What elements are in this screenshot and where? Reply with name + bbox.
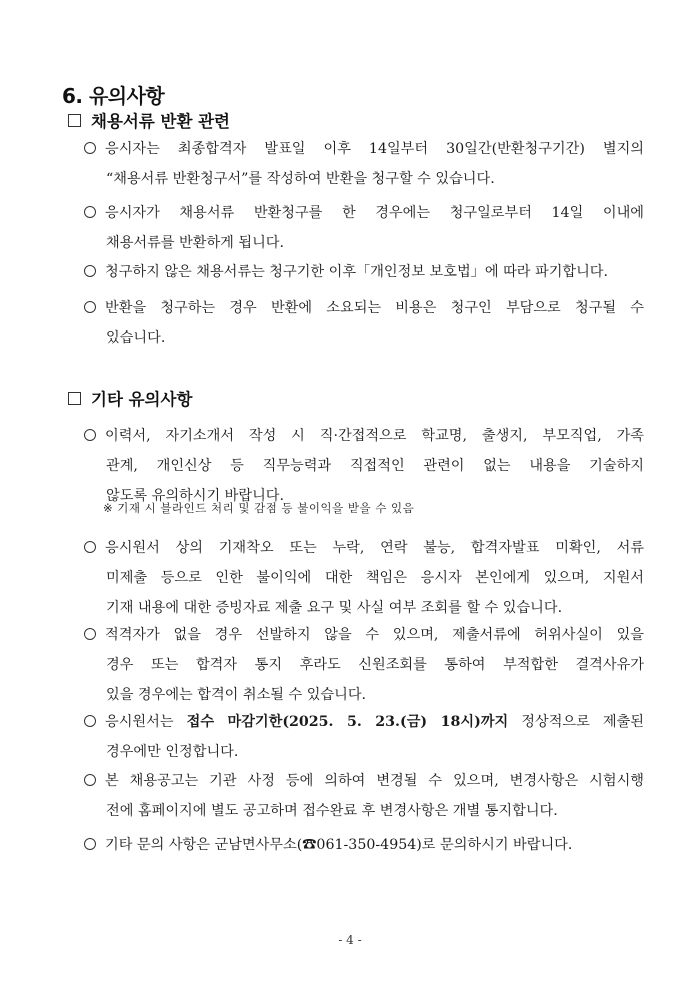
list-item: 본 채용공고는 기관 사정 등에 의하여 변경될 수 있으며, 변경사항은 시험시행 전에 홈페이지에 별도 공고하며 접수완료 후 변경사항은 개별 통지합니다. xyxy=(84,766,644,826)
square-bullet-icon xyxy=(68,114,81,127)
list-item-deadline: 응시원서는 접수 마감기한(2025. 5. 23.(금) 18시)까지 정상적으로 제출된 경우에만 인정합니다. xyxy=(84,707,644,767)
circle-bullet-icon xyxy=(84,429,96,441)
circle-bullet-icon xyxy=(84,838,96,850)
circle-bullet-icon xyxy=(84,301,96,313)
subsection-heading-other-notes xyxy=(68,386,192,410)
page-number: - 4 - xyxy=(338,933,362,947)
circle-bullet-icon xyxy=(84,715,96,727)
subsection-title: 기타 유의사항 xyxy=(91,390,193,409)
subsection-title: 채용서류 반환 관련 xyxy=(91,112,231,131)
note-text: ※ 기재 시 블라인드 처리 및 감점 등 불이익을 받을 수 있음 xyxy=(103,501,415,515)
deadline-text: 접수 마감기한(2025. 5. 23.(금) 18시)까지 xyxy=(186,714,509,730)
circle-bullet-icon xyxy=(84,541,96,553)
circle-bullet-icon xyxy=(84,206,96,218)
circle-bullet-icon xyxy=(84,265,96,277)
list-item: 청구하지 않은 채용서류는 청구기한 이후「개인정보 보호법」에 따라 파기합니다. xyxy=(84,257,644,287)
subsection-heading-document-return xyxy=(68,108,230,132)
circle-bullet-icon xyxy=(84,628,96,640)
square-bullet-icon xyxy=(68,392,81,405)
list-item: 적격자가 없을 경우 선발하지 않을 수 있으며, 제출서류에 허위사실이 있을 경우 또는 합격자 통지 후라도 신원조회를 통하여 부적합한 결격사유가 있을 경우에는 합격이 취소될 수 있습니다. xyxy=(84,620,644,710)
circle-bullet-icon xyxy=(84,774,96,786)
list-item: 응시원서 상의 기재착오 또는 누락, 연락 불능, 합격자발표 미확인, 서류 미제출 등으로 인한 불이익에 대한 책임은 응시자 본인에게 있으며, 지원서 기재 내용에 대한 증빙자료 제출 요구 및 사실 여부 조회를 할 수 있습니다. xyxy=(84,533,644,623)
circle-bullet-icon xyxy=(84,142,96,154)
list-item: 반환을 청구하는 경우 반환에 소요되는 비용은 청구인 부담으로 청구될 수 있습니다. xyxy=(84,293,644,353)
list-item-contact: 기타 문의 사항은 군남면사무소(☎061-350-4954)로 문의하시기 바랍니다. xyxy=(84,830,644,860)
list-item: 응시자가 채용서류 반환청구를 한 경우에는 청구일로부터 14일 이내에 채용서류를 반환하게 됩니다. xyxy=(84,198,644,258)
list-item: 이력서, 자기소개서 작성 시 직·간접적으로 학교명, 출생지, 부모직업, 가족 관계, 개인신상 등 직무능력과 직접적인 관련이 없는 내용을 기술하지 않도록 유의하시기 바랍니다. xyxy=(84,421,644,511)
list-item: 응시자는 최종합격자 발표일 이후 14일부터 30일간(반환청구기간) 별지의 “채용서류 반환청구서”를 작성하여 반환을 청구할 수 있습니다. xyxy=(84,134,644,194)
section-title: 6. 유의사항 xyxy=(62,84,165,108)
